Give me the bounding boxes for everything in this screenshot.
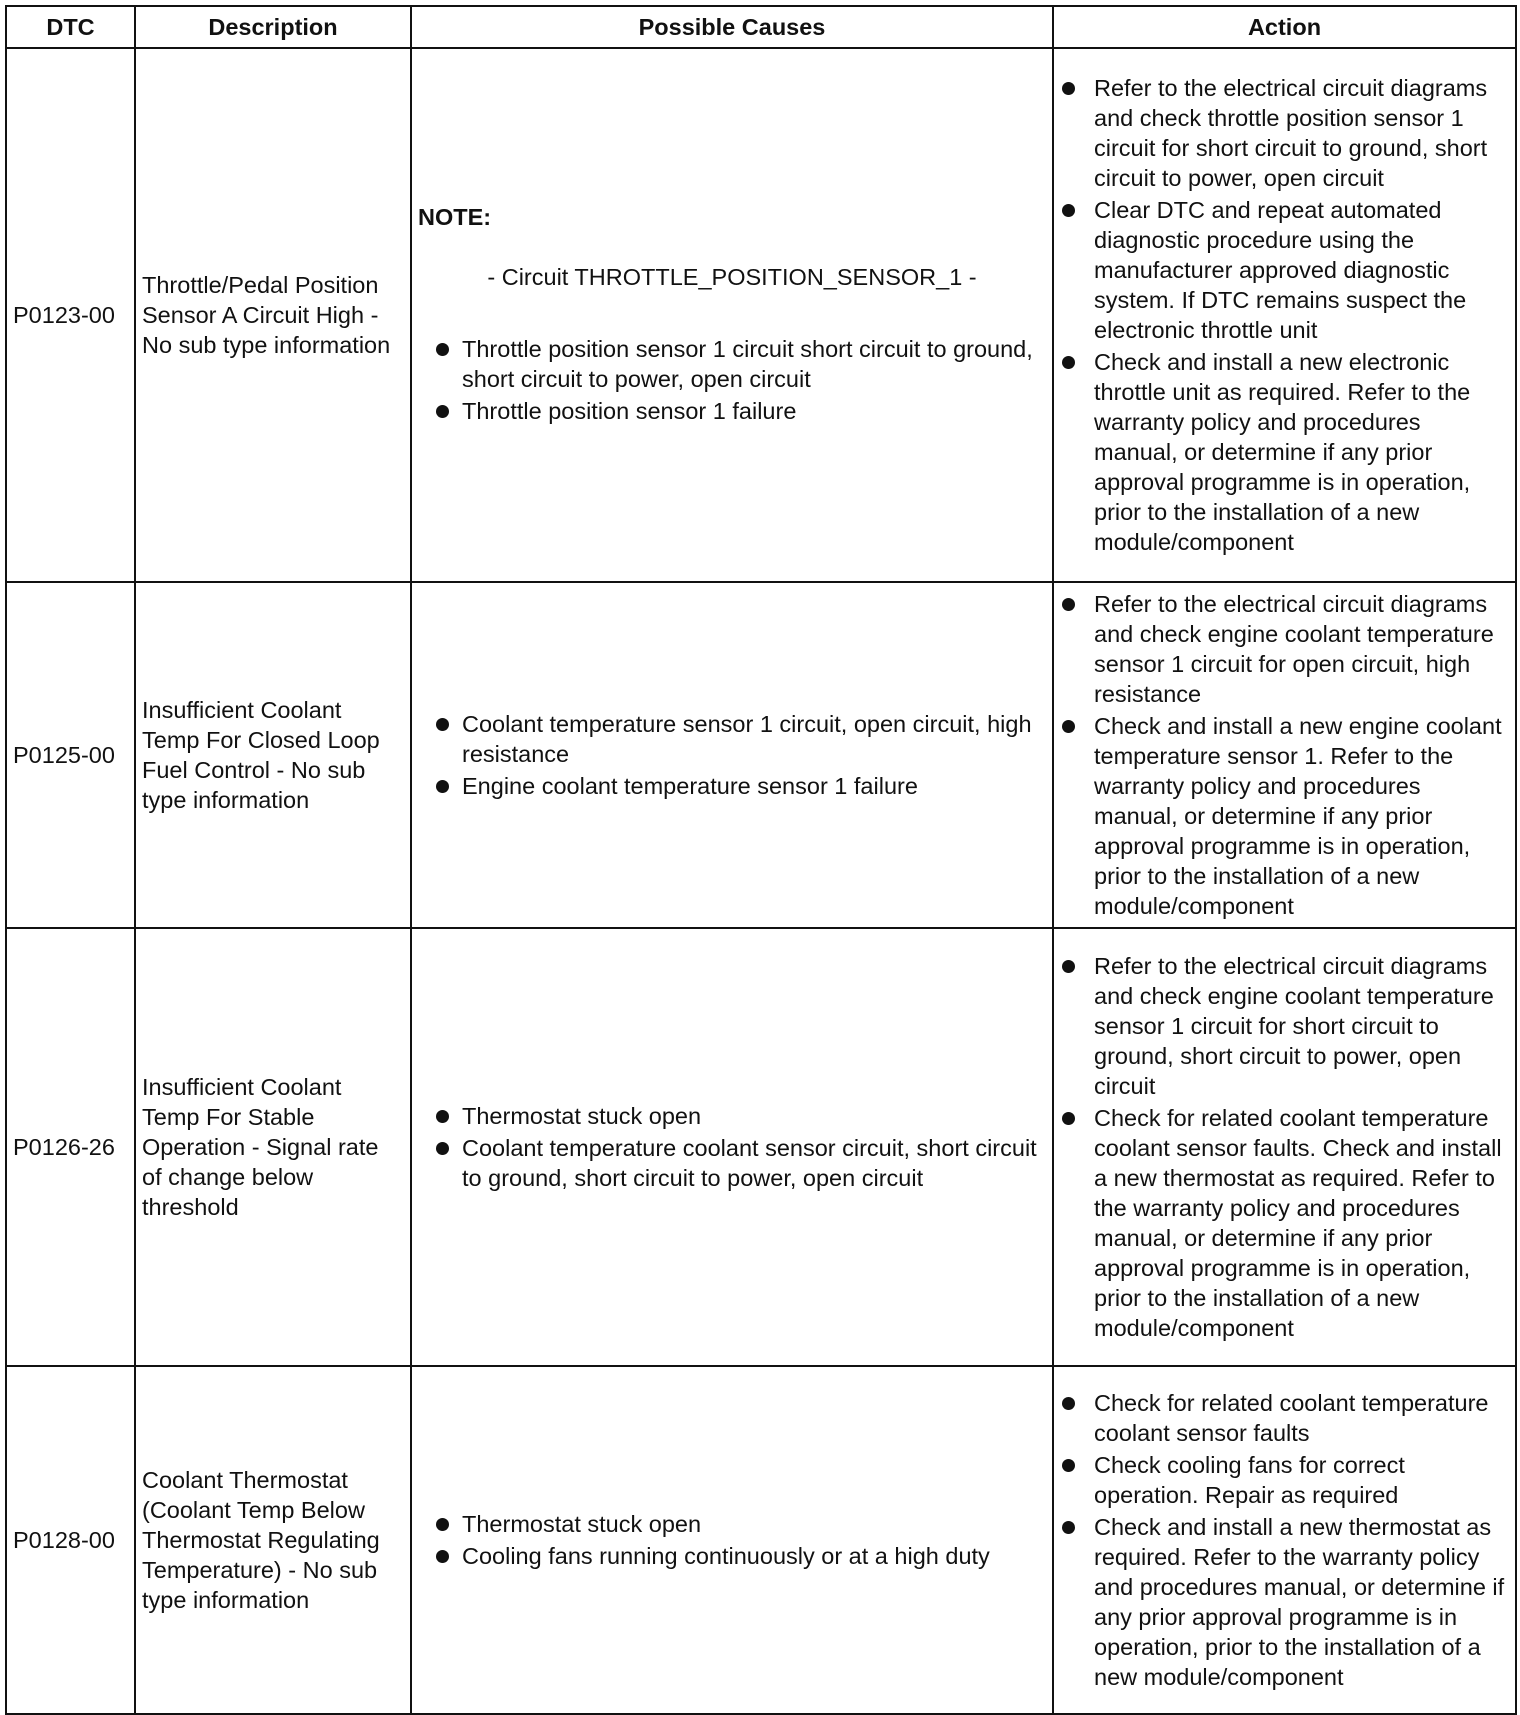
table-row (6, 1366, 1516, 1714)
table-header-row (6, 6, 1516, 48)
action-item: Check for related coolant temperature coolant sensor faults. Check and install a new thermostat as required. Refer to the warranty policy and procedures manual, or determine if any prior approval programme is in operation, prior to the installation of a new module/component (1060, 1103, 1509, 1343)
cause-item: Coolant temperature coolant sensor circuit, short circuit to ground, short circuit to power, open circuit (418, 1133, 1046, 1193)
header-possible-causes: Possible Causes (411, 6, 1053, 48)
actions-list (1060, 589, 1509, 921)
dtc-code: P0126-26 (6, 928, 135, 1366)
causes-list (418, 1509, 1046, 1571)
dtc-description: Throttle/Pedal Position Sensor A Circuit High - No sub type information (135, 48, 411, 582)
actions-list (1060, 951, 1509, 1343)
possible-causes-cell (411, 48, 1053, 582)
action-cell (1053, 1366, 1516, 1714)
action-cell (1053, 928, 1516, 1366)
dtc-code: P0128-00 (6, 1366, 135, 1714)
table-row (6, 48, 1516, 582)
actions-list (1060, 73, 1509, 557)
causes-list (418, 1101, 1046, 1193)
actions-list (1060, 1388, 1509, 1692)
action-item: Check and install a new thermostat as required. Refer to the warranty policy and procedures manual, or determine if any prior approval programme is in operation, prior to the installation of a new module/component (1060, 1512, 1509, 1692)
action-item: Check and install a new electronic throttle unit as required. Refer to the warranty policy and procedures manual, or determine if any prior approval programme is in operation, prior to the installation of a new module/component (1060, 347, 1509, 557)
cause-item: Coolant temperature sensor 1 circuit, open circuit, high resistance (418, 709, 1046, 769)
note-circuit: - Circuit THROTTLE_POSITION_SENSOR_1 - (487, 264, 977, 290)
cause-item: Cooling fans running continuously or at a high duty (418, 1541, 1046, 1571)
causes-list (418, 709, 1046, 801)
cause-item: Engine coolant temperature sensor 1 failure (418, 771, 1046, 801)
cause-item: Throttle position sensor 1 circuit short circuit to ground, short circuit to power, open circuit (418, 334, 1046, 394)
table-row (6, 582, 1516, 928)
dtc-code: P0123-00 (6, 48, 135, 582)
table-row (6, 928, 1516, 1366)
header-action: Action (1053, 6, 1516, 48)
dtc-table-container (5, 5, 1515, 1705)
action-item: Check for related coolant temperature coolant sensor faults (1060, 1388, 1509, 1448)
note-label: NOTE: (418, 204, 492, 230)
action-item: Refer to the electrical circuit diagrams and check throttle position sensor 1 circuit for short circuit to ground, short circuit to power, open circuit (1060, 73, 1509, 193)
dtc-description: Insufficient Coolant Temp For Closed Loop Fuel Control - No sub type information (135, 582, 411, 928)
dtc-description: Coolant Thermostat (Coolant Temp Below Thermostat Regulating Temperature) - No sub type information (135, 1366, 411, 1714)
causes-list (418, 334, 1046, 426)
action-item: Check and install a new engine coolant temperature sensor 1. Refer to the warranty policy and procedures manual, or determine if any prior approval programme is in operation, prior to the installation of a new module/component (1060, 711, 1509, 921)
dtc-description: Insufficient Coolant Temp For Stable Operation - Signal rate of change below threshold (135, 928, 411, 1366)
cause-item: Throttle position sensor 1 failure (418, 396, 1046, 426)
cause-item: Thermostat stuck open (418, 1101, 1046, 1131)
action-cell (1053, 582, 1516, 928)
action-item: Refer to the electrical circuit diagrams and check engine coolant temperature sensor 1 circuit for open circuit, high resistance (1060, 589, 1509, 709)
action-item: Check cooling fans for correct operation. Repair as required (1060, 1450, 1509, 1510)
possible-causes-cell (411, 928, 1053, 1366)
action-cell (1053, 48, 1516, 582)
cause-item: Thermostat stuck open (418, 1509, 1046, 1539)
dtc-code: P0125-00 (6, 582, 135, 928)
possible-causes-cell (411, 1366, 1053, 1714)
header-description: Description (135, 6, 411, 48)
action-item: Clear DTC and repeat automated diagnostic procedure using the manufacturer approved diagnostic system. If DTC remains suspect the electronic throttle unit (1060, 195, 1509, 345)
action-item: Refer to the electrical circuit diagrams and check engine coolant temperature sensor 1 circuit for short circuit to ground, short circuit to power, open circuit (1060, 951, 1509, 1101)
possible-causes-cell (411, 582, 1053, 928)
header-dtc: DTC (6, 6, 135, 48)
dtc-table (5, 5, 1517, 1715)
